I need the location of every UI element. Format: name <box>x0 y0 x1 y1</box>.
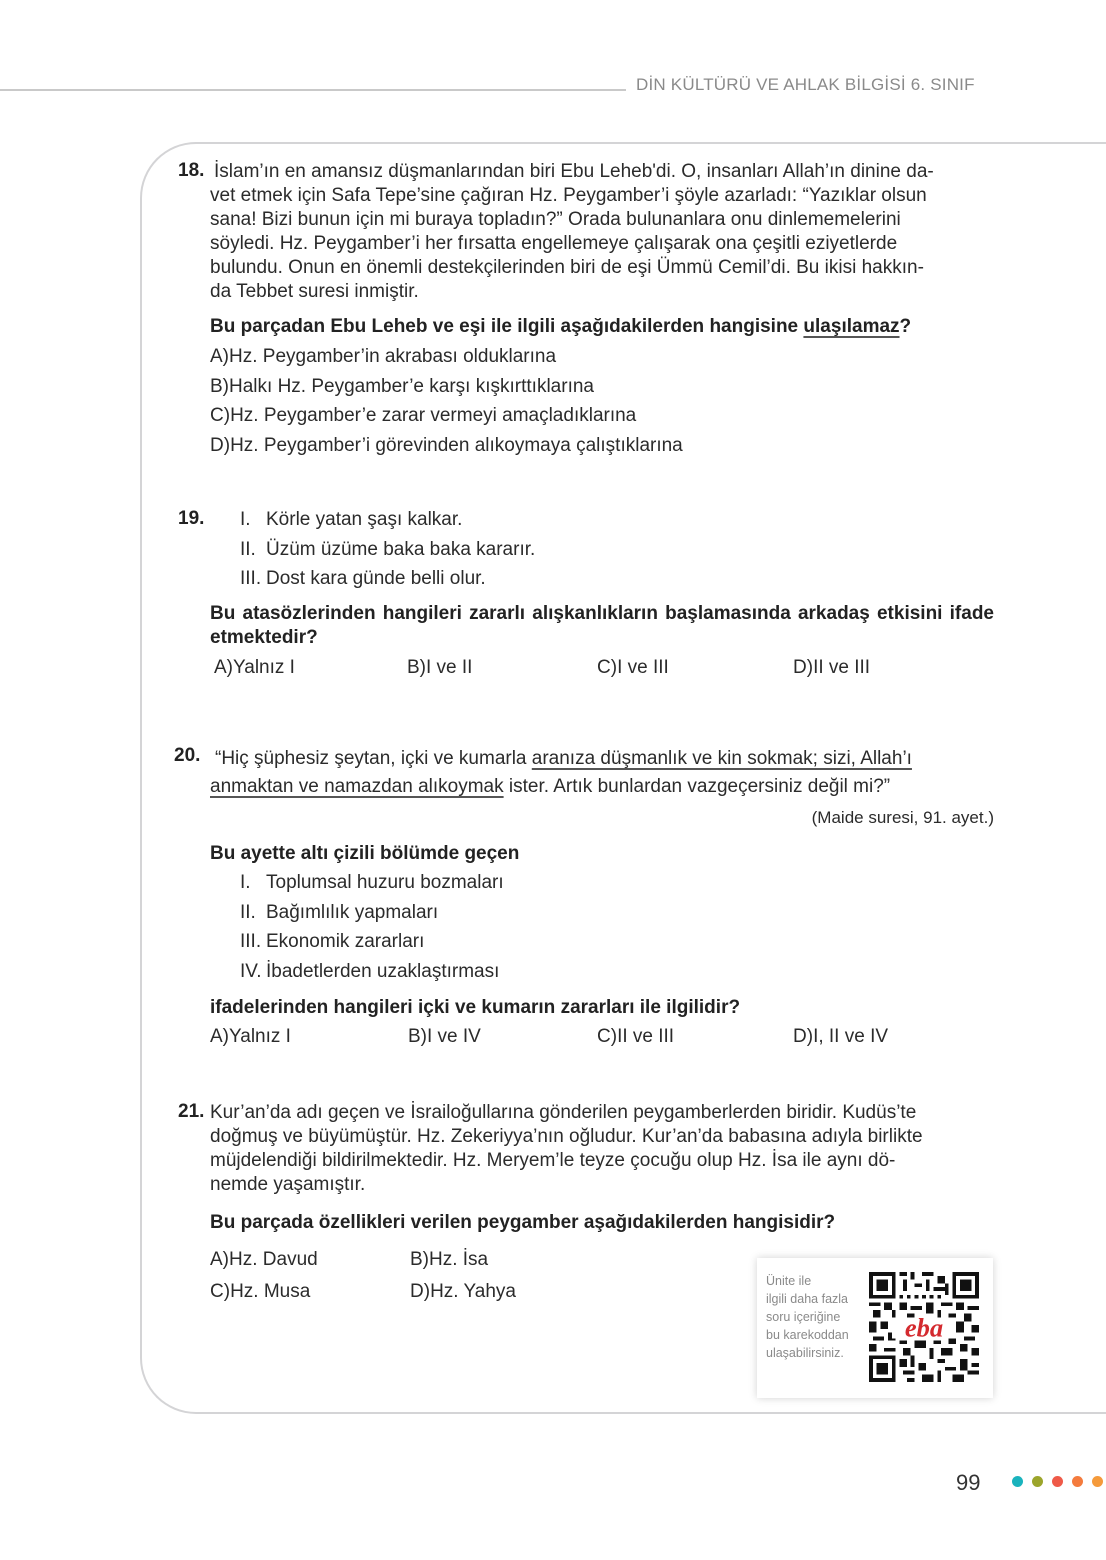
paragraph-line: müjdelendiği bildirilmektedir. Hz. Meryem’le teyze çocuğu olup Hz. İsa ile aynı dö- <box>210 1150 896 1171</box>
question-stem: Bu atasözlerinden hangileri zararlı alışkanlıkların başlamasında arkadaş etkisini ifade etmektedir? <box>210 603 994 648</box>
option-a[interactable]: A)Yalnız I <box>210 1026 291 1047</box>
qr-caption: Ünite ile ilgili daha fazla soru içeriğine bu karekoddan ulaşabilirsiniz. <box>766 1274 849 1360</box>
statement: II. Üzüm üzüme baka baka kararır. <box>240 539 536 560</box>
decorative-dot <box>1052 1476 1063 1487</box>
underlined-phrase: anmaktan ve namazdan alıkoymak <box>210 776 504 797</box>
option-a[interactable]: A)Yalnız I <box>214 657 295 678</box>
paragraph-line: Kur’an’da adı geçen ve İsrailoğullarına gönderilen peygamberlerden biridir. Kudüs’te <box>210 1102 917 1123</box>
decorative-dot <box>1092 1476 1103 1487</box>
underlined-keyword: ulaşılamaz <box>803 316 900 337</box>
qr-card <box>757 1258 993 1398</box>
paragraph-line: İslam’ın en amansız düşmanlarından biri Ebu Leheb'di. O, insanları Allah’ın dinine da- <box>214 161 934 182</box>
option-b[interactable]: B)I ve IV <box>408 1026 481 1047</box>
option-c[interactable]: C)II ve III <box>597 1026 675 1047</box>
option-d[interactable]: D)Hz. Peygamber’i görevinden alıkoymaya çalıştıklarına <box>210 435 683 456</box>
page-number: 99 <box>956 1470 981 1495</box>
decorative-dot <box>1012 1476 1023 1487</box>
paragraph-line: da Tebbet suresi inmiştir. <box>210 281 419 302</box>
paragraph-line: nemde yaşamıştır. <box>210 1174 366 1195</box>
option-d[interactable]: D)Hz. Yahya <box>410 1281 516 1302</box>
question-paragraph <box>210 1101 994 1197</box>
question-stem: Bu parçada özellikleri verilen peygamber aşağıdakilerden hangisidir? <box>210 1212 836 1233</box>
question-number: 18. <box>178 160 205 181</box>
question-stem-intro: Bu ayette altı çizili bölümde geçen <box>210 843 520 864</box>
verse-line: anmaktan ve namazdan alıkoymak ister. Artık bunlardan vazgeçersiniz değil mi?” <box>210 776 891 797</box>
underlined-phrase: aranıza düşmanlık ve kin sokmak; sizi, Allah’ı <box>531 748 912 769</box>
option-b[interactable]: B)Halkı Hz. Peygamber’e karşı kışkırttıklarına <box>210 376 594 397</box>
paragraph-line: doğmuş ve büyümüştür. Hz. Zekeriyya’nın oğludur. Kur’an’da babasına adıyla birlikte <box>210 1126 923 1147</box>
decorative-dot <box>1072 1476 1083 1487</box>
option-b[interactable]: B)I ve II <box>407 657 473 678</box>
question-stem: ifadelerinden hangileri içki ve kumarın zararları ile ilgilidir? <box>210 997 741 1018</box>
decorative-dot <box>1032 1476 1043 1487</box>
option-c[interactable]: C)Hz. Musa <box>210 1281 311 1302</box>
verse-text <box>210 745 994 801</box>
paragraph-line: sana! Bizi bunun için mi buraya topladın?” Orada bulunanlara onu dinlememelerini <box>210 209 901 230</box>
option-d[interactable]: D)I, II ve IV <box>793 1026 889 1047</box>
option-c[interactable]: C)I ve III <box>597 657 669 678</box>
statement: I. Körle yatan şaşı kalkar. <box>240 509 463 530</box>
paragraph-line: vet etmek için Safa Tepe’sine çağıran Hz. Peygamber’i şöyle azarladı: “Yazıklar olsun <box>210 185 927 206</box>
statement: IV. İbadetlerden uzaklaştırması <box>240 961 500 982</box>
header-title: DİN KÜLTÜRÜ VE AHLAK BİLGİSİ 6. SINIF <box>636 75 975 94</box>
header-rule <box>0 89 626 91</box>
question-number: 20. <box>174 745 201 766</box>
question-stem: Bu parçadan Ebu Leheb ve eşi ile ilgili aşağıdakilerden hangisine ulaşılamaz? <box>210 316 912 337</box>
statement: III. Ekonomik zararları <box>240 931 425 952</box>
statement: I. Toplumsal huzuru bozmaları <box>240 872 504 893</box>
verse-line: “Hiç şüphesiz şeytan, içki ve kumarla aranıza düşmanlık ve kin sokmak; sizi, Allah’ı <box>215 748 912 769</box>
question-number: 19. <box>178 508 205 529</box>
paragraph-line: bulundu. Onun en önemli destekçilerinden biri de eşi Ümmü Cemil’di. Bu ikisi hakkın- <box>210 257 924 278</box>
option-a[interactable]: A)Hz. Davud <box>210 1249 318 1270</box>
option-b[interactable]: B)Hz. İsa <box>410 1249 489 1270</box>
qr-code-icon[interactable] <box>869 1272 979 1382</box>
statement: II. Bağımlılık yapmaları <box>240 902 439 923</box>
option-d[interactable]: D)II ve III <box>793 657 871 678</box>
verse-source: (Maide suresi, 91. ayet.) <box>811 808 994 827</box>
option-a[interactable]: A)Hz. Peygamber’in akrabası olduklarına <box>210 346 557 367</box>
question-paragraph <box>210 160 994 304</box>
question-number: 21. <box>178 1101 205 1122</box>
paragraph-line: söyledi. Hz. Peygamber’i her fırsatta engellemeye çalışarak ona çeşitli eziyetlerde <box>210 233 898 254</box>
statement: III. Dost kara günde belli olur. <box>240 568 486 589</box>
option-c[interactable]: C)Hz. Peygamber’e zarar vermeyi amaçladıklarına <box>210 405 637 426</box>
eba-logo: eba <box>904 1312 944 1343</box>
